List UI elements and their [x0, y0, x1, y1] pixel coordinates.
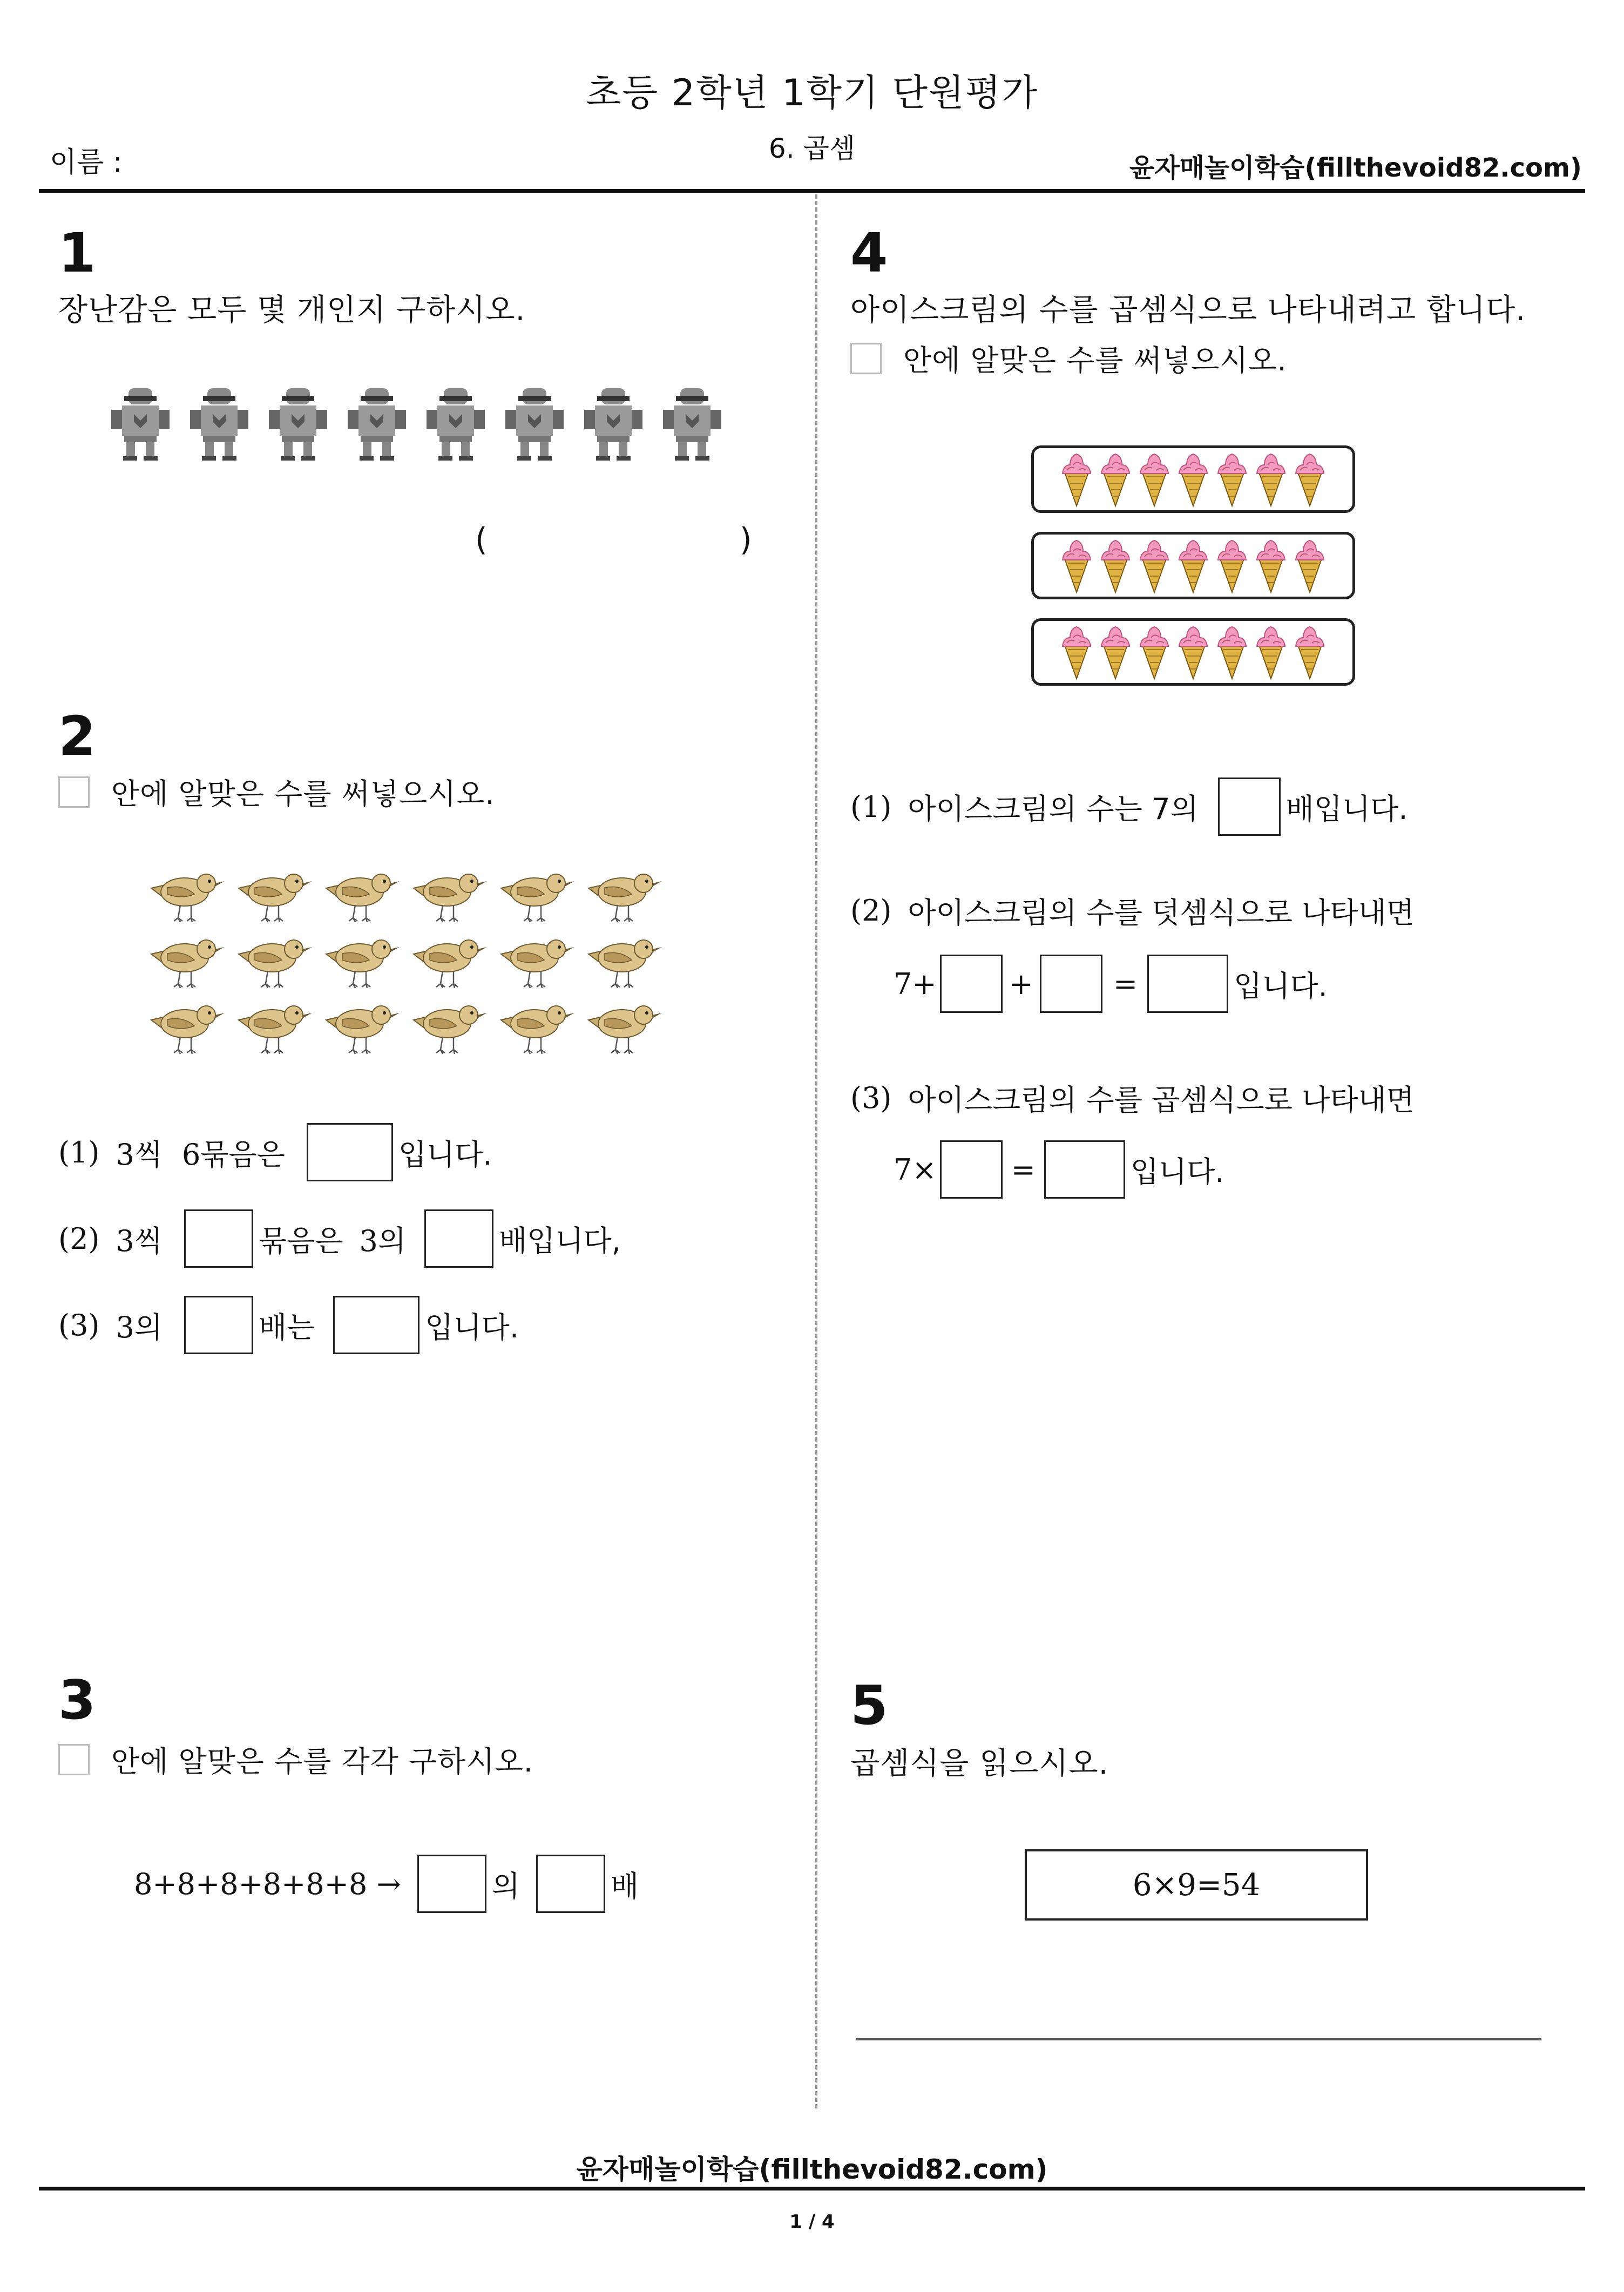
page-number: 1 / 4: [789, 2211, 835, 2233]
answer-paren-open: (: [475, 521, 488, 558]
icecream-icon: [1096, 535, 1135, 597]
icecream-icon: [1213, 535, 1251, 597]
question-2-text: 안에 알맞은 수를 써넣으시오.: [111, 777, 495, 811]
icecream-icon: [1096, 449, 1135, 510]
icecream-icon: [1174, 621, 1213, 683]
item-text: 7×: [894, 1152, 937, 1187]
bird-icon: [583, 864, 665, 925]
answer-box[interactable]: [940, 955, 1003, 1013]
item-text: =: [1113, 966, 1138, 1001]
item-text: 입니다.: [1234, 969, 1328, 1003]
brand-header: 윤자매놀이학습(fillthevoid82.com): [1129, 153, 1582, 183]
question-5-text: 곱셈식을 읽으시오.: [850, 1746, 1109, 1781]
page-title: 초등 2학년 1학기 단원평가: [585, 72, 1039, 114]
empty-box-icon: [850, 343, 882, 374]
bird-icon: [496, 930, 578, 991]
answer-box[interactable]: [417, 1855, 486, 1913]
bird-icon: [408, 930, 490, 991]
bird-icon: [233, 996, 315, 1057]
question-4-number: 4: [850, 221, 888, 285]
icecream-icon: [1057, 621, 1096, 683]
item-label: (3): [850, 1081, 892, 1115]
item-label: (1): [850, 789, 892, 824]
item-text: 배: [610, 1869, 639, 1903]
robot-group: [108, 386, 725, 464]
item-text: 7+: [894, 966, 937, 1001]
question-3-number: 3: [58, 1668, 96, 1732]
empty-box-icon: [58, 1744, 90, 1775]
equation-box: 6×9=54: [1025, 1849, 1368, 1921]
header-divider: [39, 189, 1585, 193]
bird-row: [146, 864, 665, 925]
item-text: 3의: [359, 1223, 407, 1258]
item-label: (3): [58, 1308, 100, 1342]
icecream-row: [1031, 532, 1355, 599]
icecream-icon: [1057, 535, 1096, 597]
answer-paren-close: ): [740, 521, 752, 558]
item-label: (1): [58, 1135, 100, 1169]
question-5-number: 5: [850, 1674, 888, 1737]
answer-box[interactable]: [333, 1296, 419, 1354]
bird-icon: [583, 930, 665, 991]
bird-group: [146, 864, 665, 1057]
column-divider: [815, 194, 817, 2108]
answer-box[interactable]: [1044, 1140, 1125, 1199]
item-text: 3씩: [116, 1223, 163, 1258]
bird-icon: [146, 996, 228, 1057]
robot-icon: [581, 386, 646, 464]
addition-expression: 8+8+8+8+8+8 →: [134, 1867, 401, 1901]
item-text: 배입니다.: [1285, 792, 1408, 826]
icecream-icon: [1096, 621, 1135, 683]
bird-icon: [496, 864, 578, 925]
name-label: 이름 :: [50, 146, 123, 179]
bird-icon: [583, 996, 665, 1057]
bird-icon: [321, 864, 403, 925]
answer-box[interactable]: [184, 1296, 253, 1354]
robot-icon: [266, 386, 330, 464]
item-text: 아이스크림의 수는 7의: [908, 792, 1199, 826]
robot-icon: [344, 386, 409, 464]
bird-icon: [408, 996, 490, 1057]
footer-divider: [39, 2187, 1585, 2190]
icecream-icon: [1290, 535, 1329, 597]
icecream-icon: [1135, 621, 1174, 683]
bird-icon: [233, 930, 315, 991]
answer-box[interactable]: [424, 1209, 493, 1268]
answer-box[interactable]: [536, 1855, 605, 1913]
bird-row: [146, 930, 665, 991]
answer-box[interactable]: [1040, 955, 1102, 1013]
icecream-icon: [1213, 621, 1251, 683]
robot-icon: [108, 386, 173, 464]
icecream-icon: [1174, 535, 1213, 597]
item-text: 입니다.: [425, 1310, 519, 1344]
icecream-icon: [1251, 449, 1290, 510]
answer-line[interactable]: [856, 2038, 1541, 2040]
item-text: 배입니다,: [499, 1223, 621, 1258]
answer-box[interactable]: [1147, 955, 1228, 1013]
icecream-icon: [1057, 449, 1096, 510]
bird-icon: [496, 996, 578, 1057]
icecream-icon: [1251, 621, 1290, 683]
item-text: 3의: [116, 1310, 163, 1344]
question-4-text: 아이스크림의 수를 곱셈식으로 나타내려고 합니다.: [850, 293, 1526, 328]
bird-row: [146, 996, 665, 1057]
item-text: 입니다.: [398, 1137, 492, 1172]
question-2-number: 2: [58, 705, 96, 768]
brand-footer: 윤자매놀이학습(fillthevoid82.com): [576, 2154, 1048, 2185]
item-text: 입니다.: [1130, 1154, 1224, 1189]
bird-icon: [408, 864, 490, 925]
robot-icon: [187, 386, 252, 464]
robot-icon: [660, 386, 725, 464]
icecream-row: [1031, 618, 1355, 686]
item-text: 묶음은: [259, 1223, 343, 1258]
item-text: =: [1011, 1152, 1036, 1187]
item-label: (2): [58, 1221, 100, 1256]
icecream-icon: [1135, 535, 1174, 597]
answer-box[interactable]: [184, 1209, 253, 1268]
question-1-number: 1: [58, 221, 96, 285]
question-3-text: 안에 알맞은 수를 각각 구하시오.: [111, 1745, 533, 1779]
item-text: 6묶음은: [182, 1137, 285, 1172]
bird-icon: [146, 930, 228, 991]
empty-box-icon: [58, 776, 90, 808]
question-4-text-2: 안에 알맞은 수를 써넣으시오.: [903, 343, 1287, 377]
item-text: 3씩: [116, 1137, 163, 1172]
icecream-icon: [1213, 449, 1251, 510]
item-text: +: [1009, 966, 1033, 1001]
item-text: 배는: [259, 1310, 315, 1344]
bird-icon: [321, 930, 403, 991]
item-text: 아이스크림의 수를 곱셈식으로 나타내면: [908, 1083, 1415, 1117]
icecream-icon: [1174, 449, 1213, 510]
icecream-icon: [1290, 449, 1329, 510]
item-text: 아이스크림의 수를 덧셈식으로 나타내면: [908, 896, 1415, 930]
unit-subtitle: 6. 곱셈: [768, 133, 856, 164]
bird-icon: [233, 864, 315, 925]
robot-icon: [502, 386, 567, 464]
icecream-group: [1031, 445, 1355, 686]
answer-box[interactable]: [1218, 777, 1281, 836]
bird-icon: [321, 996, 403, 1057]
robot-icon: [423, 386, 488, 464]
icecream-row: [1031, 445, 1355, 513]
icecream-icon: [1251, 535, 1290, 597]
icecream-icon: [1135, 449, 1174, 510]
item-text: 의: [491, 1869, 520, 1903]
answer-box[interactable]: [940, 1140, 1003, 1199]
question-1-text: 장난감은 모두 몇 개인지 구하시오.: [58, 293, 526, 328]
item-label: (2): [850, 894, 892, 928]
icecream-icon: [1290, 621, 1329, 683]
bird-icon: [146, 864, 228, 925]
answer-box[interactable]: [307, 1123, 393, 1181]
